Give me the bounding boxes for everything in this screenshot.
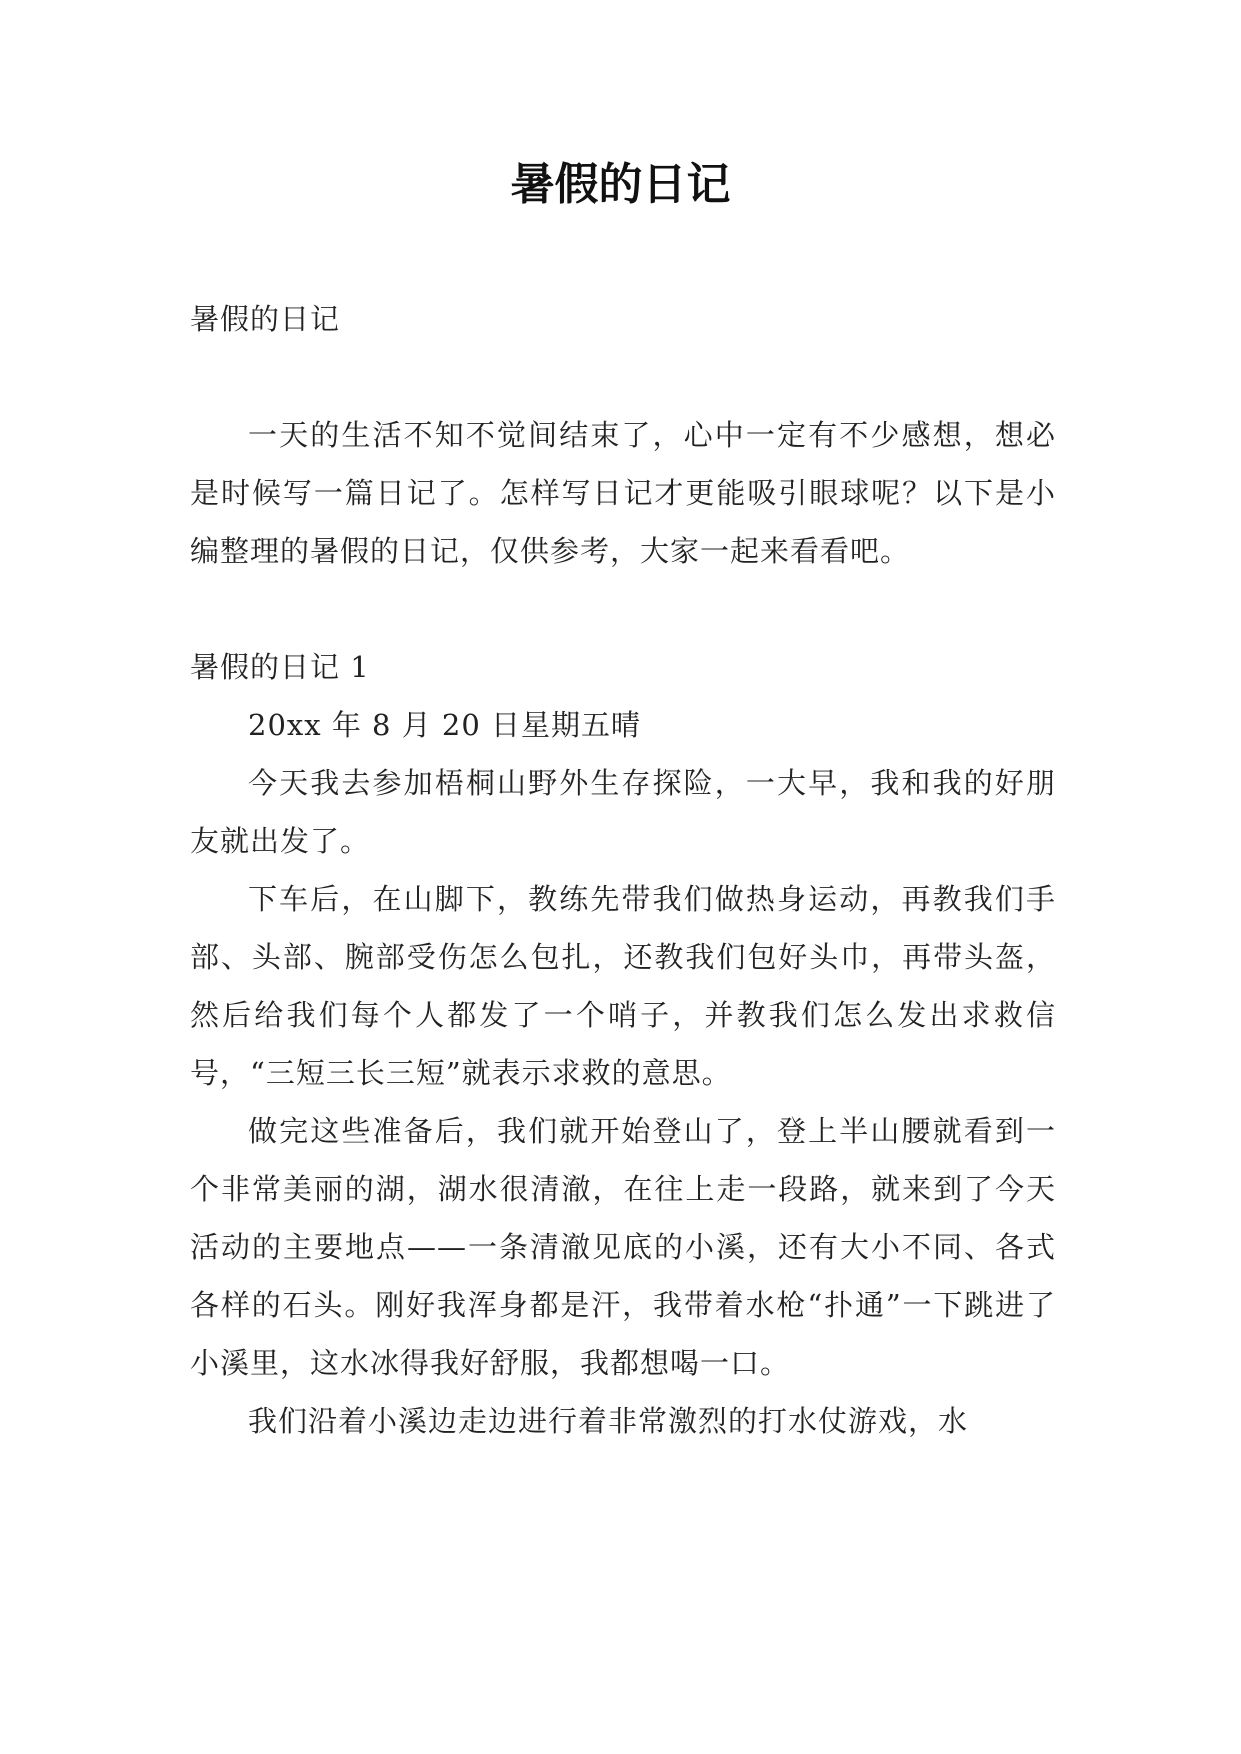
intro-paragraph: 一天的生活不知不觉间结束了，心中一定有不少感想，想必是时候写一篇日记了。怎样写日记才更能吸引眼球呢？以下是小编整理的暑假的日记，仅供参考，大家一起来看看吧。 [190,418,1056,568]
section-heading: 暑假的日记 1 [190,650,370,684]
date-line: 20xx 年 8 月 20 日星期五晴 [248,708,642,742]
subtitle: 暑假的日记 [190,302,341,336]
document-body [190,290,1056,1450]
spacer [190,580,1056,638]
body-paragraph: 今天我去参加梧桐山野外生存探险，一大早，我和我的好朋友就出发了。 [190,766,1056,858]
body-paragraph: 做完这些准备后，我们就开始登山了，登上半山腰就看到一个非常美丽的湖，湖水很清澈，在往上走一段路，就来到了今天活动的主要地点——一条清澈见底的小溪，还有大小不同、各式各样的石头。刚好我浑身都是汗，我带着水枪“扑通”一下跳进了小溪里，这水冰得我好舒服，我都想喝一口。 [190,1114,1056,1380]
spacer [190,348,1056,406]
body-paragraph: 下车后，在山脚下，教练先带我们做热身运动，再教我们手部、头部、腕部受伤怎么包扎，还教我们包好头巾，再带头盔，然后给我们每个人都发了一个哨子，并教我们怎么发出求救信号，“三短三长三短”就表示求救的意思。 [190,882,1056,1090]
body-paragraph: 我们沿着小溪边走边进行着非常激烈的打水仗游戏，水 [248,1404,969,1438]
page-title: 暑假的日记 [510,159,731,210]
